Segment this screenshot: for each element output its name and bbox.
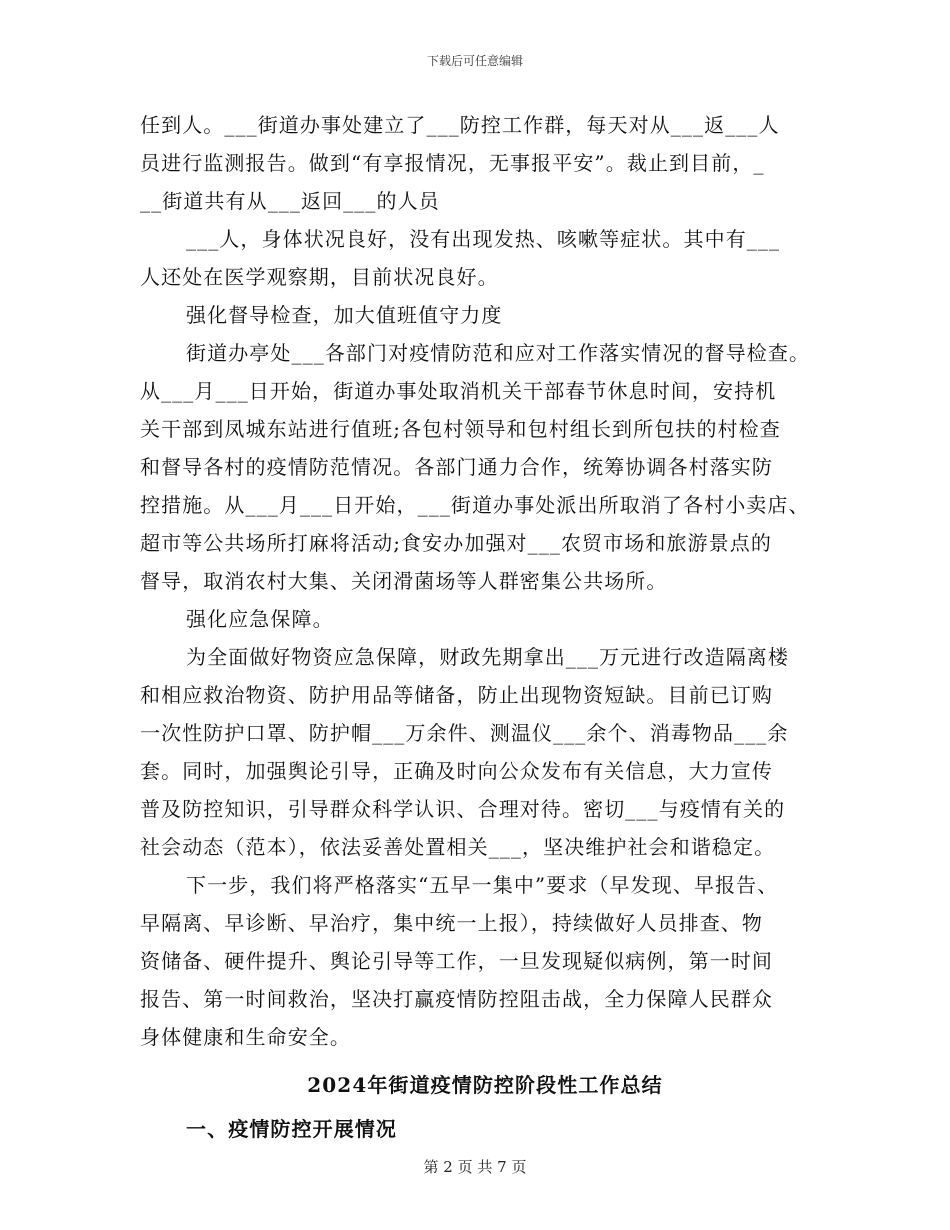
document-body — [140, 106, 830, 1148]
body-line: 社会动态（范本），依法妥善处置相关___，坚决维护社会和谐稳定。 — [140, 835, 776, 859]
section-heading: 一、疫情防控开展情况 — [186, 1117, 397, 1141]
body-line: 和相应救治物资、防护用品等储备，防止出现物资短缺。目前已订购 — [140, 683, 773, 707]
document-title: 2024年街道疫情防控阶段性工作总结 — [307, 1073, 663, 1097]
body-line: 套。同时，加强舆论引导，正确及时向公众发布有关信息，大力宣传 — [140, 759, 773, 783]
body-line: 资储备、硬件提升、舆论引导等工作，一旦发现疑似病例，第一时间 — [140, 949, 773, 973]
body-line: 人还处在医学观察期，目前状况良好。 — [140, 265, 499, 289]
body-line: 为全面做好物资应急保障，财政先期拿出___万元进行改造隔离楼 — [186, 645, 789, 669]
body-line: 报告、第一时间救治，坚决打赢疫情防控阻击战，全力保障人民群众 — [140, 987, 773, 1011]
body-line: 员进行监测报告。做到“有享报情况，无事报平安”。裁止到目前，_ — [140, 151, 765, 175]
body-line: 控措施。从___月___日开始，___街道办事处派出所取消了各村小卖店、 — [140, 493, 810, 517]
body-line: ___人，身体状况良好，没有出现发热、咳嗽等症状。其中有___ — [186, 227, 781, 251]
body-line: 任到人。___街道办事处建立了___防控工作群，每天对从___返___人 — [140, 113, 780, 137]
page-header: 下载后可任意编辑 — [426, 54, 523, 68]
body-line: 关干部到凤城东站进行值班;各包村领导和包村组长到所包扶的村检查 — [140, 417, 781, 441]
body-line: 超市等公共场所打麻将活动;食安办加强对___农贸市场和旅游景点的 — [140, 531, 772, 555]
body-line: __街道共有从___返回___的人员 — [140, 189, 440, 213]
body-line: 街道办亭处___各部门对疫情防范和应对工作落实情况的督导检查。 — [186, 341, 811, 365]
page-number-footer: 第 2 页 共 7 页 — [423, 1158, 527, 1176]
body-line: 一次性防护口罩、防护帽___万余件、测温仪___余个、消毒物品___余 — [140, 721, 789, 745]
body-line: 从___月___日开始，街道办事处取消机关干部春节休息时间，安持机 — [140, 379, 777, 403]
body-line: 和督导各村的疫情防范情况。各部门通力合作，统筹协调各村落实防 — [140, 455, 773, 479]
body-line: 早隔离、早诊断、早治疗，集中统一上报），持续做好人员排查、物 — [140, 911, 763, 935]
body-line: 普及防控知识，引导群众科学认识、合理对待。密切___与疫情有关的 — [140, 797, 786, 821]
body-line: 下一步，我们将严格落实“五早一集中”要求（早发现、早报告、 — [186, 873, 779, 897]
body-line: 督导，取消农村大集、关闭滑菌场等人群密集公共场所。 — [140, 569, 668, 593]
subheading-line: 强化应急保障。 — [186, 607, 334, 631]
subheading-line: 强化督导检查，加大值班值守力度 — [186, 303, 503, 327]
body-line: 身体健康和生命安全。 — [140, 1025, 351, 1049]
